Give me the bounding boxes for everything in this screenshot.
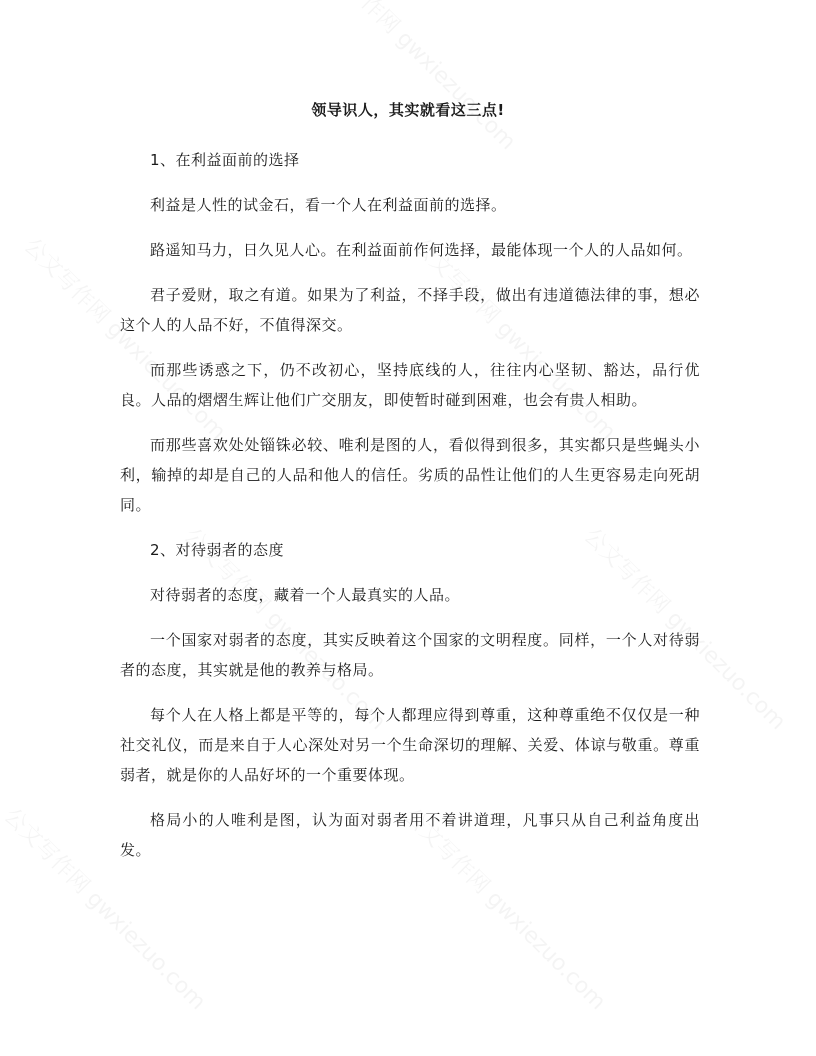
paragraph: 一个国家对弱者的态度，其实反映着这个国家的文明程度。同样，一个人对待弱者的态度，其实就是他的教养与格局。: [120, 631, 700, 679]
document-title: 领导识人，其实就看这三点!: [311, 101, 505, 119]
paragraph: 君子爱财，取之有道。如果为了利益，不择手段，做出有违道德法律的事，想必这个人的人品不好，不值得深交。: [120, 286, 700, 334]
section-heading-1: 1、在利益面前的选择: [150, 151, 300, 169]
paragraph: 利益是人性的试金石，看一个人在利益面前的选择。: [150, 196, 507, 214]
watermark-text: [308, 0, 524, 156]
document-body: [120, 145, 700, 880]
paragraph: 而那些诱惑之下，仍不改初心，坚持底线的人，往往内心坚韧、豁达，品行优良。人品的熠熠生辉让他们广交朋友，即使暂时碰到困难，也会有贵人相助。: [120, 361, 700, 409]
paragraph: 对待弱者的态度，藏着一个人最真实的人品。: [150, 586, 461, 604]
paragraph: 格局小的人唯利是图，认为面对弱者用不着讲道理，凡事只从自己利益角度出发。: [120, 811, 700, 859]
section-heading-2: 2、对待弱者的态度: [150, 541, 285, 559]
paragraph: 每个人在人格上都是平等的，每个人都理应得到尊重，这种尊重绝不仅仅是一种社交礼仪，而是来自于人心深处对另一个生命深切的理解、关爱、体谅与敬重。尊重弱者，就是你的人品好坏的一个重要体现。: [120, 706, 700, 784]
paragraph: 而那些喜欢处处锱铢必较、唯利是图的人，看似得到很多，其实都只是些蝇头小利，输掉的却是自己的人品和他人的信任。劣质的品性让他们的人生更容易走向死胡同。: [120, 436, 700, 514]
paragraph: 路遥知马力，日久见人心。在利益面前作何选择，最能体现一个人的人品如何。: [150, 241, 693, 259]
